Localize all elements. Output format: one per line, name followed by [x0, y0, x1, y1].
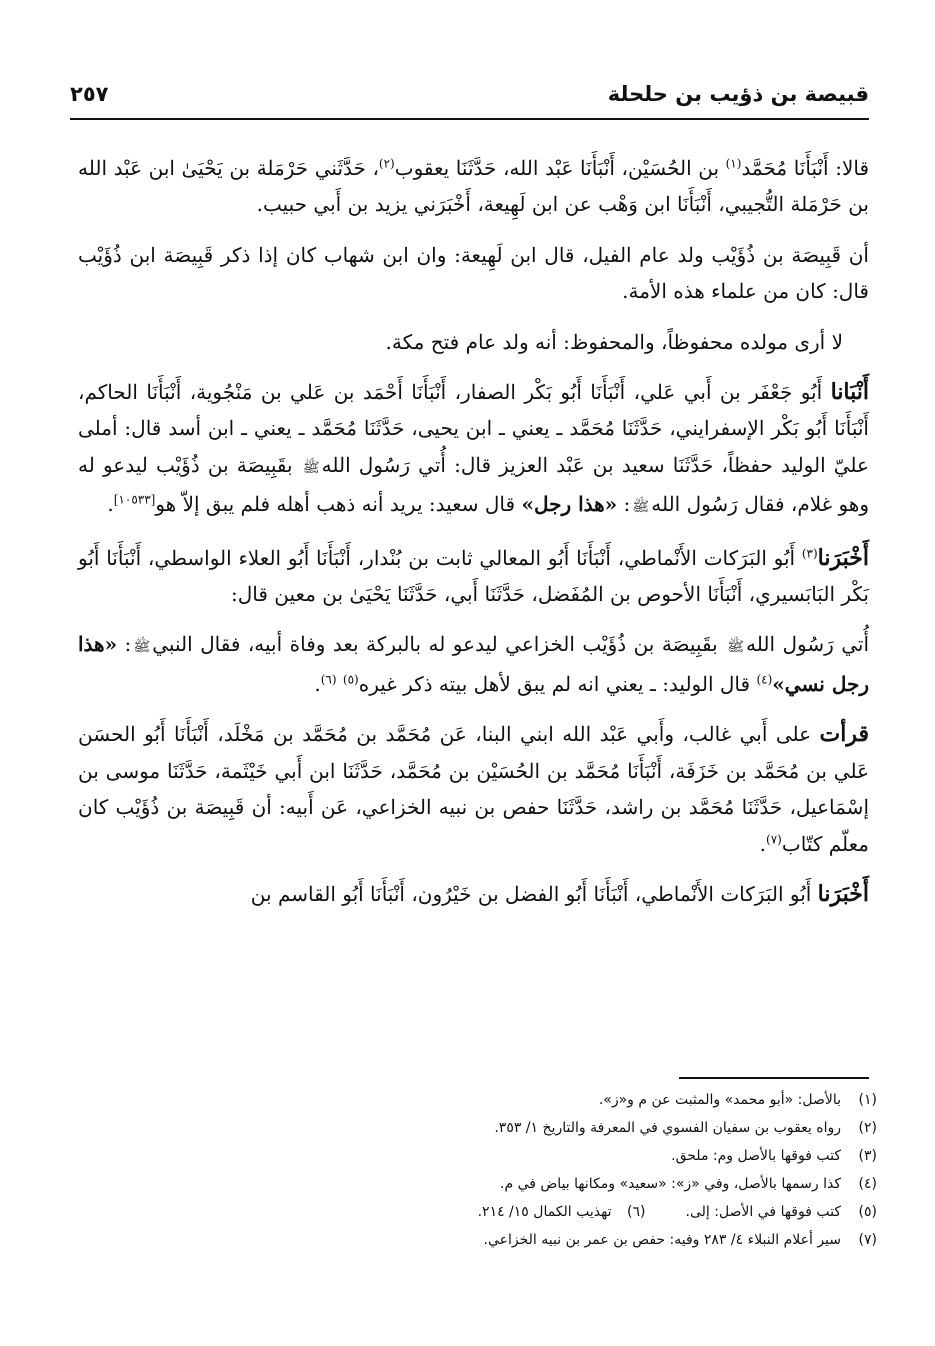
footnote-number: (٣): [858, 1148, 877, 1164]
text-run: لا أرى مولده محفوظاً، والمحفوظ: أنه ولد عام فتح مكة.: [385, 329, 843, 354]
text-run: أَبُو البَرَكات الأَنْماطي، أَنْبَأَنَا أَبُو المعالي ثابت بن بُنْدار، أَنْبَأَنَا أَبُو العلاء الواسطي، أَنْبَأَنَا أَبُو بَكْر البَابَسيري، أَنْبَأَنَا الأحوص بن المُفَضل، حَدَّثَنَا أَبي، حَدَّثَنَا يَحْيَىٰ بن معين قال:: [78, 545, 869, 607]
text-run: بقَبِيصَة بن ذُؤَيْب الخزاعي ليدعو له بالبركة بعد وفاة أبيه، فقال النبي: [152, 632, 726, 657]
text-run: أُتي رَسُول الله: [746, 632, 869, 657]
text-run: قالا: أَنْبَأَنَا مُحَمَّد: [741, 156, 869, 180]
footnote-ref-2: (٢): [378, 156, 395, 171]
paragraph-2: [78, 237, 869, 310]
footnote-ref-7: (٧): [766, 831, 782, 846]
text-run: .: [314, 671, 321, 696]
text-run: أَبُو البَرَكات الأَنْماطي، أَنْبَأَنَا أَبُو الفضل بن خَيْرُون، أَنْبَأَنَا أَبُو القاسم بن: [250, 881, 818, 906]
footnote: [78, 1226, 877, 1254]
footnote: [78, 1170, 877, 1198]
text-run: .: [107, 492, 114, 517]
footnote-ref-3: (٣): [801, 546, 818, 560]
text-run: بقَبِيصَة بن ذُؤَيْب ليدعو له وهو غلام، فقال رَسُول الله: [78, 452, 869, 517]
salutation-mark: ﷺ: [133, 639, 151, 656]
paragraph-lead-word: أَخْبَرَنا: [817, 544, 869, 571]
paragraph-8: [78, 876, 869, 912]
footnote-number: (٧): [858, 1232, 877, 1248]
text-run: :: [617, 492, 631, 517]
footnote-ref-5: (٥): [342, 672, 359, 687]
text-run: أن قَبِيصَة بن ذُؤَيْب ولد عام الفيل، قال ابن لَهِيعة: وان ابن شهاب كان إذا ذكر قَبِيصَة ابن ذُؤَيْب قال: كان من علماء هذه الأمة.: [78, 242, 869, 304]
footnote-rule: [679, 1077, 869, 1079]
text-run: قال سعيد: يريد أنه ذهب أهله فلم يبق إلاّ هو: [155, 492, 522, 517]
footnote-row-pair: [78, 1198, 877, 1226]
paragraph-6: [78, 626, 869, 702]
paragraph-3: [78, 324, 869, 360]
footnote: [78, 1114, 877, 1142]
paragraph-1: [78, 150, 869, 223]
footnote-ref-4: (٤): [756, 672, 773, 687]
footnote-text: رواه يعقوب بن سفيان الفسوي في المعرفة والتاريخ ١/ ٣٥٣.: [494, 1120, 841, 1136]
footnote-number: (٤): [858, 1176, 877, 1192]
footnote-text: كتب فوقها بالأصل وم: ملحق.: [671, 1148, 841, 1164]
text-run: على أَبي غالب، وأَبي عَبْد الله ابني البنا، عَن مُحَمَّد بن مُحَمَّد بن مَخْلَد، أَنْبَأَنَا أَبُو الحسَن عَلي بن مُحَمَّد بن خَزَفَة، أَنْبَأَنَا مُحَمَّد بن الحُسَيْن بن مُحَمَّد، حَدَّثَنَا ابن أَبي خَيْثَمة، حَدَّثَنَا موسى بن إسْمَاعيل، حَدَّثَنَا مُحَمَّد بن راشد، حَدَّثَنَا حفص بن نبيه الخزاعي، عَن أَبيه: أن قَبِيصَة بن ذُؤَيْب كان معلّم كتّاب: [78, 722, 869, 856]
footnote: [78, 1142, 877, 1170]
text-run: :: [117, 632, 132, 657]
footnote-ref-6: (٦): [320, 672, 337, 687]
text-run: أَبُو جَعْفَر بن أَبي عَلي، أَنْبَأَنَا أَبُو بَكْر الصفار، أَنْبَأَنَا أَحْمَد بن عَلي بن مَنْجُوية، أَنْبَأَنَا الحاكم، أَنْبَأَنَا أَبُو بَكْر الإسفرايني، حَدَّثَنَا مُحَمَّد ـ يعني ـ ابن يحيى، حَدَّثَنَا مُحَمَّد ـ يعني ـ ابن أسد قال: أملى عليّ الوليد حفظاً، حَدَّثَنَا سعيد بن عَبْد العزيز قال: أُتي رَسُول الله: [78, 380, 869, 477]
footnote-text: كتب فوقها في الأصل: إلى.: [685, 1204, 841, 1220]
footnote-number: (٦): [627, 1204, 646, 1220]
page-number: ٢٥٧: [70, 82, 109, 106]
hadith-quote: «هذا رجل»: [521, 492, 618, 517]
main-text: [78, 150, 869, 912]
paragraph-5: [78, 540, 869, 613]
text-run: ، حَدَّثَني حَرْمَلة بن يَحْيَىٰ ابن عَبْد الله بن حَرْمَلة التُّجيبي، أَنْبَأَنَا ابن وَهْب عن ابن لَهِيعة، أَخْبَرَني يزيد بن أَبي حبيب.: [78, 156, 869, 217]
paragraph-lead-word: أَخْبَرَنا: [817, 880, 869, 907]
footnote-number: (٥): [858, 1204, 877, 1220]
footnote-text: تهذيب الكمال ١٥/ ٢١٤.: [477, 1204, 612, 1220]
salutation-mark: ﷺ: [632, 499, 650, 516]
paragraph-4: [78, 374, 869, 526]
text-run: .: [759, 831, 767, 856]
salutation-mark: ﷺ: [302, 459, 320, 476]
footnote-number: (٢): [858, 1120, 877, 1136]
footnote: [478, 1198, 646, 1226]
header-rule: [70, 118, 869, 120]
paragraph-lead-word: أَنْبَانا: [830, 379, 870, 406]
running-title: قبيصة بن ذؤيب بن حلحلة: [607, 82, 869, 106]
text-run: بن الحُسَيْن، أَنْبَأَنَا عَبْد الله، حَدَّثَنَا يعقوب: [394, 156, 726, 180]
footnote-text: كذا رسمها بالأصل، وفي «ز»: «سعيد» ومكانها بياض في م.: [500, 1176, 841, 1192]
footnotes: [78, 1086, 877, 1254]
paragraph-7: [78, 716, 869, 862]
page-header: [70, 78, 869, 120]
paragraph-lead-word: قرأت: [819, 721, 869, 748]
footnote-text: بالأصل: «أبو محمد» والمثبت عن م و«ز».: [598, 1092, 841, 1108]
footnote-number: (١): [858, 1092, 877, 1108]
reference-number: [١٠٥٣٣]: [113, 492, 156, 507]
footnote: [78, 1086, 877, 1114]
footnote-ref-1: (١): [725, 156, 742, 171]
salutation-mark: ﷺ: [727, 639, 745, 656]
hadith-quote: «هذا رجل نسي»: [78, 632, 869, 696]
footnote-text: سير أعلام النبلاء ٤/ ٢٨٣ وفيه: حفص بن عمر بن نبيه الخزاعي.: [483, 1232, 841, 1248]
text-run: قال الوليد: ـ يعني انه لم يبق لأهل بيته ذكر غيره: [358, 671, 757, 696]
